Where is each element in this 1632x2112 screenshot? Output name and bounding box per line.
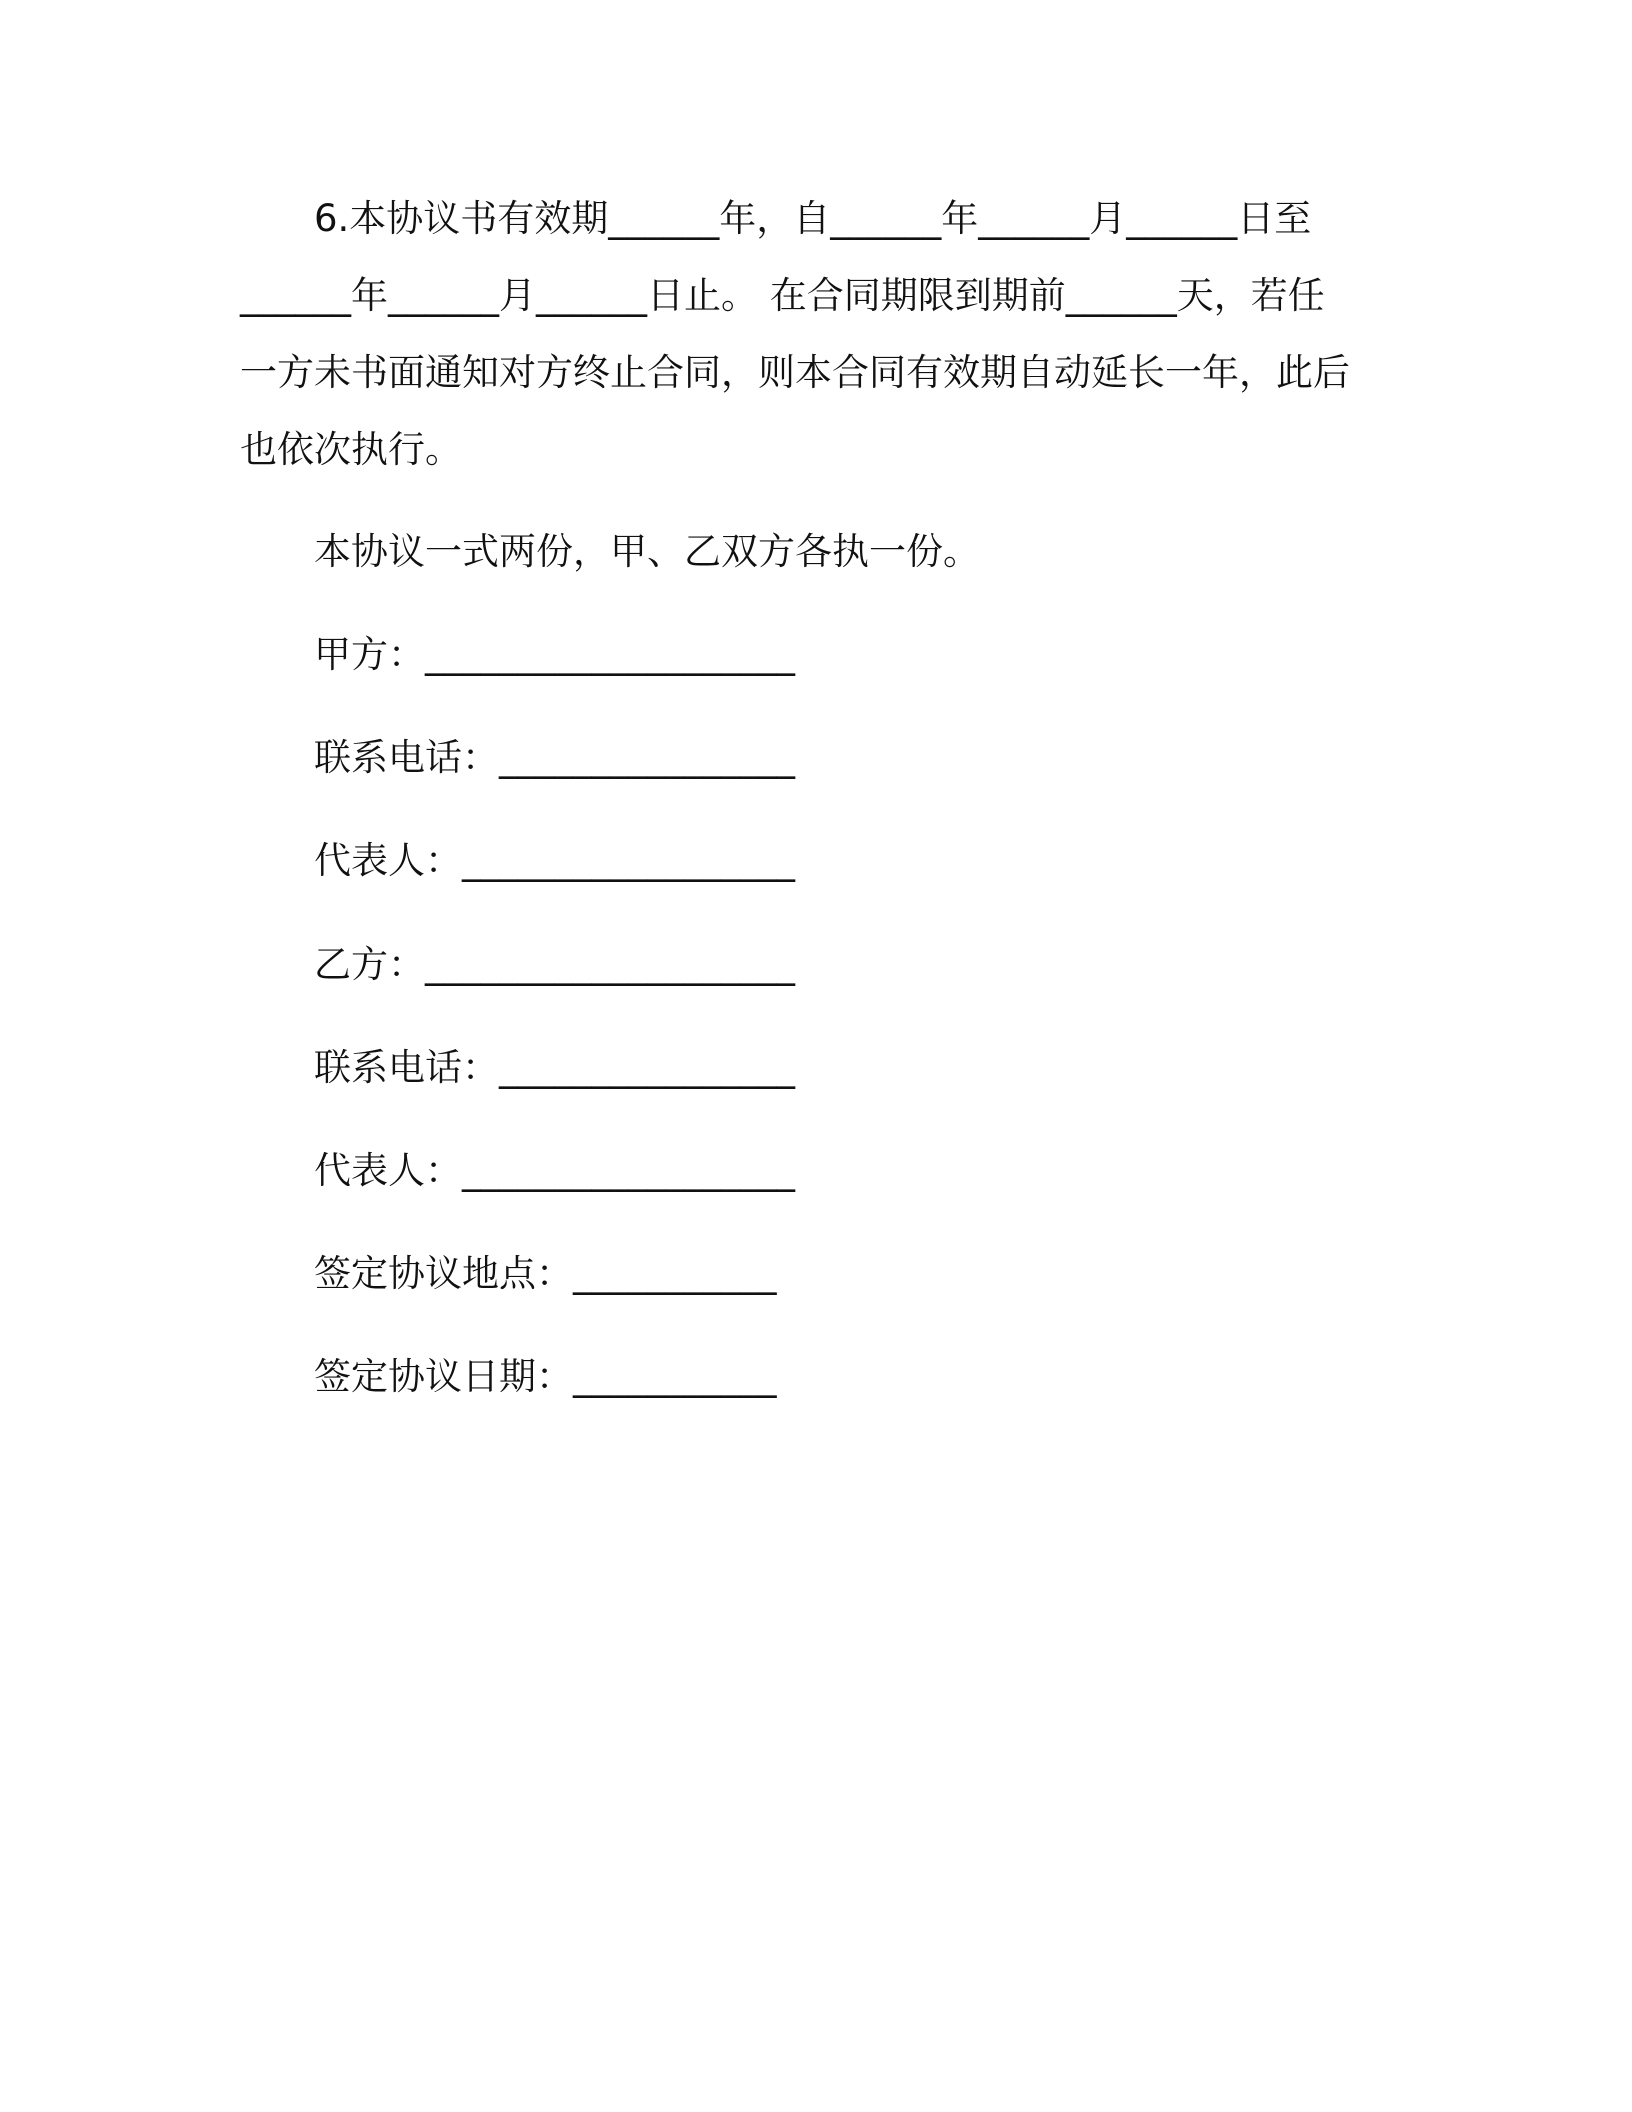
clause-6-line-3: 一方未书面通知对方终止合同，则本合同有效期自动延长一年，此后 [240, 351, 1350, 394]
party-a-phone-field: 联系电话：________________ [314, 736, 795, 779]
clause-6-line-2: ______年______月______日止。 在合同期限到期前______天，若任 [240, 274, 1325, 317]
party-a-representative-field: 代表人：__________________ [314, 839, 795, 882]
sign-place-field: 签定协议地点：___________ [314, 1252, 777, 1295]
party-b-field: 乙方：____________________ [314, 943, 795, 986]
clause-6-line-4: 也依次执行。 [240, 428, 462, 471]
copies-statement: 本协议一式两份，甲、乙双方各执一份。 [314, 530, 980, 573]
clause-6-paragraph [240, 180, 1400, 488]
clause-6-line-1: 6.本协议书有效期______年，自______年______月______日至 [314, 197, 1312, 240]
party-b-representative-field: 代表人：__________________ [314, 1149, 795, 1192]
party-a-field: 甲方：____________________ [314, 633, 795, 676]
party-b-phone-field: 联系电话：________________ [314, 1046, 795, 1089]
sign-date-field: 签定协议日期：___________ [314, 1355, 777, 1398]
